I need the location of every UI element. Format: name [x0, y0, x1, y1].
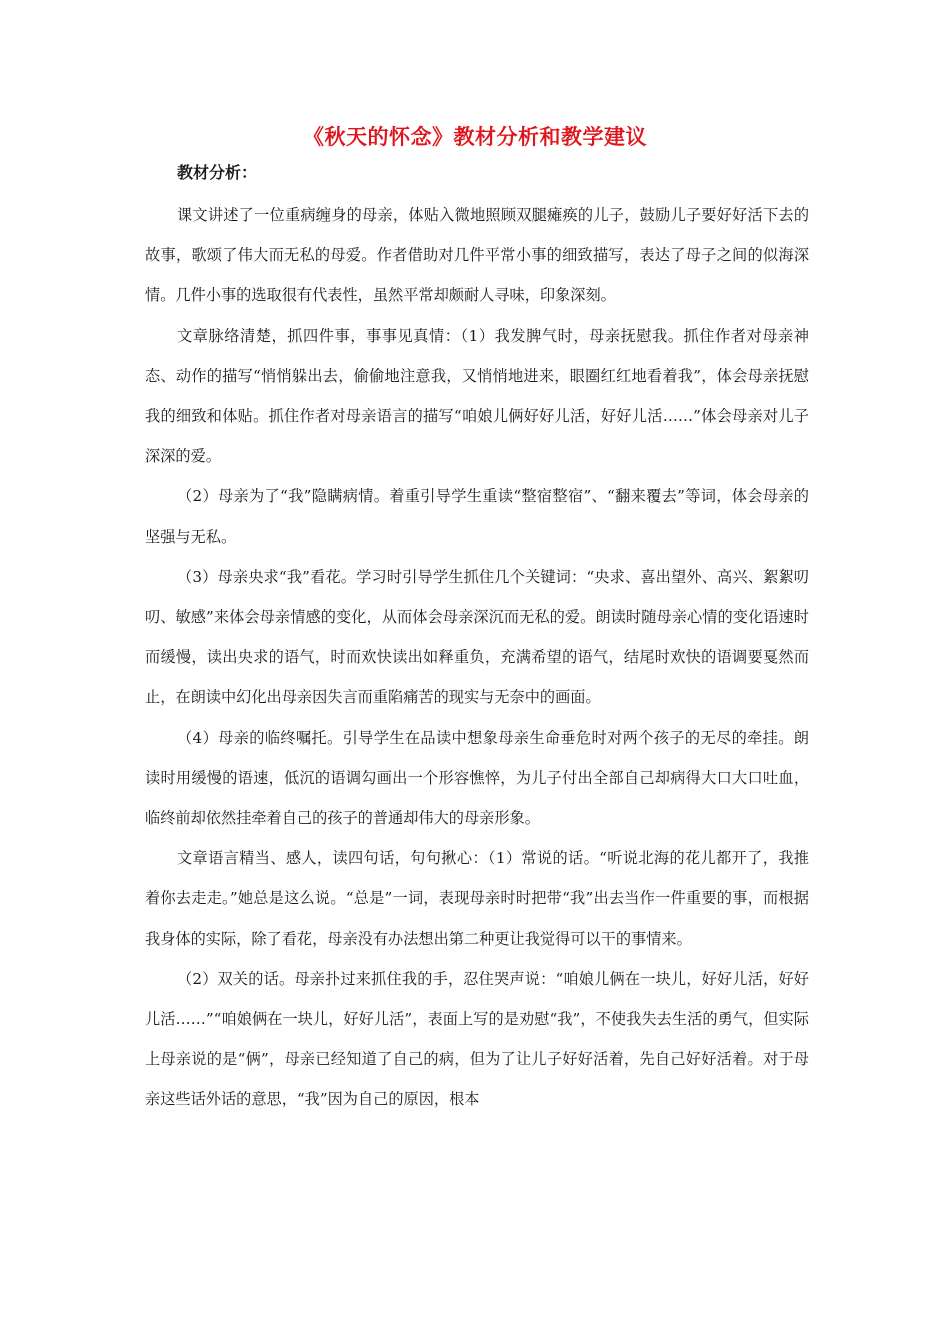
paragraph: （4）母亲的临终嘱托。引导学生在品读中想象母亲生命垂危时对两个孩子的无尽的牵挂。朗读时用缓慢的语速，低沉的语调勾画出一个形容憔悴，为儿子付出全部自己却病得大口大口吐血，临终前却依然挂牵着自己的孩子的普通却伟大的母亲形象。 — [145, 728, 809, 828]
paragraph: 课文讲述了一位重病缠身的母亲，体贴入微地照顾双腿瘫痪的儿子，鼓励儿子要好好活下去的故事，歌颂了伟大而无私的母爱。作者借助对几件平常小事的细致描写，表达了母子之间的似海深情。几件小事的选取很有代表性，虽然平常却颇耐人寻味，印象深刻。 — [145, 206, 809, 305]
paragraph: 文章语言精当、感人，读四句话，句句揪心：（1）常说的话。“听说北海的花儿都开了，我推着你去走走。”她总是这么说。“总是”一词，表现母亲时时把带“我”出去当作一件重要的事，而根据我身体的实际，除了看花，母亲没有办法想出第二种更让我觉得可以干的事情来。 — [145, 849, 809, 948]
document-title: 《秋天的怀念》教材分析和教学建议 — [303, 124, 647, 149]
document-body — [145, 195, 809, 1120]
paragraph: （2）双关的话。母亲扑过来抓住我的手，忍住哭声说：“咱娘儿俩在一块儿，好好儿活，好好儿活……”“咱娘俩在一块儿，好好儿活”，表面上写的是劝慰“我”，不使我失去生活的勇气，但实际上母亲说的是“俩”，母亲已经知道了自己的病，但为了让儿子好好活着，先自己好好活着。对于母亲这些话外话的意思，“我”因为自己的原因，根本 — [145, 969, 809, 1109]
paragraph: （2）母亲为了“我”隐瞒病情。着重引导学生重读“整宿整宿”、“翻来覆去”等词，体会母亲的坚强与无私。 — [145, 487, 809, 546]
paragraph: （3）母亲央求“我”看花。学习时引导学生抓住几个关键词：“央求、喜出望外、高兴、絮絮叨叨、敏感”来体会母亲情感的变化，从而体会母亲深沉而无私的爱。朗读时随母亲心情的变化语速时而缓慢，读出央求的语气，时而欢快读出如释重负，充满希望的语气，结尾时欢快的语调要戛然而止，在朗读中幻化出母亲因失言而重陷痛苦的现实与无奈中的画面。 — [145, 567, 809, 707]
paragraph: 文章脉络清楚，抓四件事，事事见真情：（1）我发脾气时，母亲抚慰我。抓住作者对母亲神态、动作的描写“悄悄躲出去，偷偷地注意我，又悄悄地进来，眼圈红红地看着我”，体会母亲抚慰我的细致和体贴。抓住作者对母亲语言的描写“咱娘儿俩好好儿活，好好儿活……”体会母亲对儿子深深的爱。 — [145, 326, 809, 466]
section-heading: 教材分析： — [177, 163, 258, 182]
